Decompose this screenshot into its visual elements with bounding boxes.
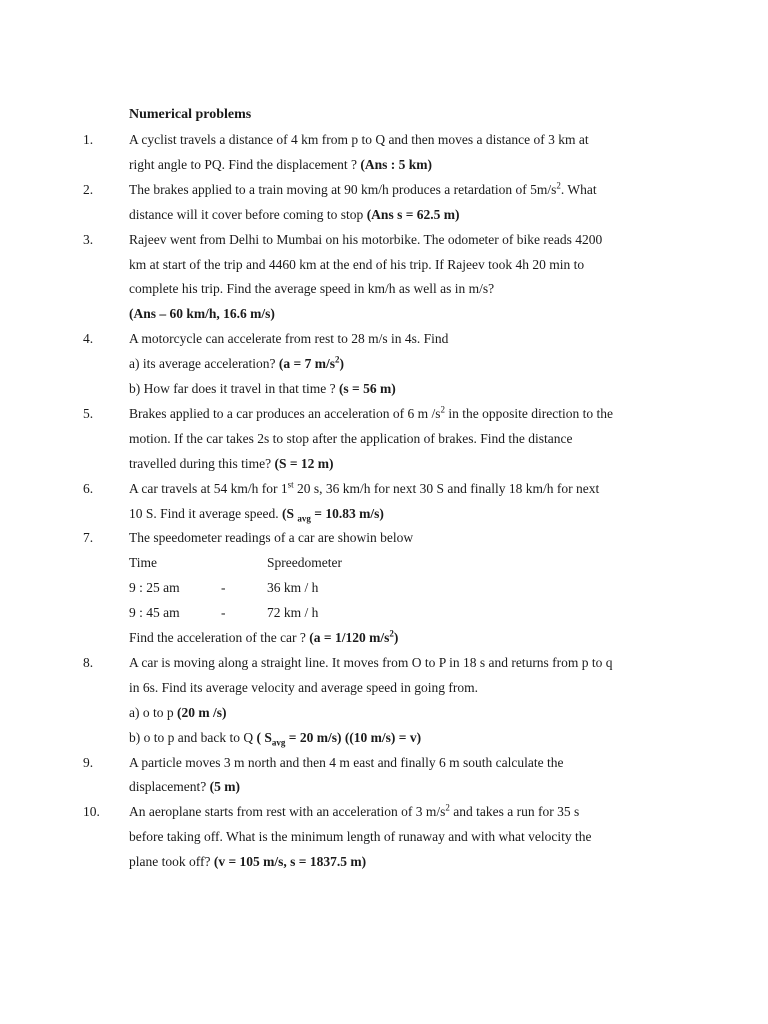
problem-number: 2. [83,181,94,197]
problem-text-line: Find the acceleration of the car ? (a = 1/120 $m/s^2$) [129,628,399,645]
problem-text-line: displacement? (5 m) [129,779,240,795]
table-cell-dash: - [221,580,226,596]
table-cell-dash: - [221,605,226,621]
table-header-speedometer: Spreedometer [267,555,342,571]
problem-number: 7. [83,530,94,546]
problem-text-line: Brakes applied to a car produces an acceleration of 6 m $/s^2$ in the opposite direction to the [129,404,613,421]
problem-text-line: complete his trip. Find the average speed in km/h as well as in m/s? [129,281,495,297]
problem-number: 6. [83,480,94,496]
table-cell-time: 9 : 45 am [129,605,180,621]
problem-text-line: Rajeev went from Delhi to Mumbai on his motorbike. The odometer of bike reads 4200 [129,231,603,247]
problem-number: 1. [83,132,94,147]
problem-text-line: in 6s. Find its average velocity and average speed in going from. [129,679,479,695]
problem-text-line: The speedometer readings of a car are showin below [129,530,414,546]
problem-text-line: a) its average acceleration? (a = 7 $m/s^2$) [129,354,344,372]
problem-text-line: A cyclist travels a distance of 4 km from p to Q and then moves a distance of 3 km at [129,132,589,147]
table-cell-time: 9 : 25 am [129,580,180,596]
problem-text-line: A car is moving along a straight line. It moves from O to P in 18 s and returns from p to q [129,654,613,670]
problem-text-line: (Ans – 60 km/h, 16.6 m/s) [129,306,275,322]
problem-text-line: b) How far does it travel in that time ? (s = 56 m) [129,381,396,396]
problem-text-line: An aeroplane starts from rest with an acceleration of 3 $m/s^2$ and takes a run for 35 s [129,802,580,820]
problem-text-line: b) o to p and back to Q ( $S_{avg} = 20$ m/s) ((10 m/s) = v) [129,729,422,748]
problem-text-line: before taking off. What is the minimum length of runaway and with what velocity the [129,829,592,845]
problem-text-line: motion. If the car takes 2s to stop after the application of brakes. Find the distance [129,430,573,446]
problem-text-line: distance will it cover before coming to stop (Ans s = 62.5 m) [129,206,460,222]
problem-number: 3. [83,231,94,247]
table-cell-speed: 72 km / h [267,605,319,621]
problem-number: 9. [83,754,94,770]
problem-text-line: travelled during this time? (S = 12 m) [129,455,334,471]
problem-number: 5. [83,405,94,421]
problem-text-line: plane took off? (v = 105 m/s, s = 1837.5 m) [129,854,367,870]
problem-number: 8. [83,654,94,670]
table-cell-speed: 36 km / h [267,580,319,596]
problem-text-line: A motorcycle can accelerate from rest to 28 m/s in 4s. Find [129,331,449,347]
problem-number: 10. [83,804,100,820]
problem-text-line: a) o to p (20 m /s) [129,704,227,720]
problem-text-line: 10 S. Find it average speed. (S $_{avg}$ = 10.83 m/s) [129,505,384,524]
section-heading: Numerical problems [129,107,252,122]
problem-number: 4. [83,331,94,347]
problem-text-line: km at start of the trip and 4460 km at the end of his trip. If Rajeev took 4h 20 min to [129,256,585,272]
table-header-time: Time [129,555,158,571]
problem-text-line: A car travels at 54 km/h for 1st 20 s, 36 km/h for next 30 S and finally 18 km/h for next [129,479,600,496]
problem-text-line: The brakes applied to a train moving at 90 km/h produces a retardation of $5m/s^2$. What [129,180,597,197]
problem-text-line: A particle moves 3 m north and then 4 m east and finally 6 m south calculate the [129,754,564,770]
problem-text-line: right angle to PQ. Find the displacement ? (Ans : 5 km) [129,156,432,172]
